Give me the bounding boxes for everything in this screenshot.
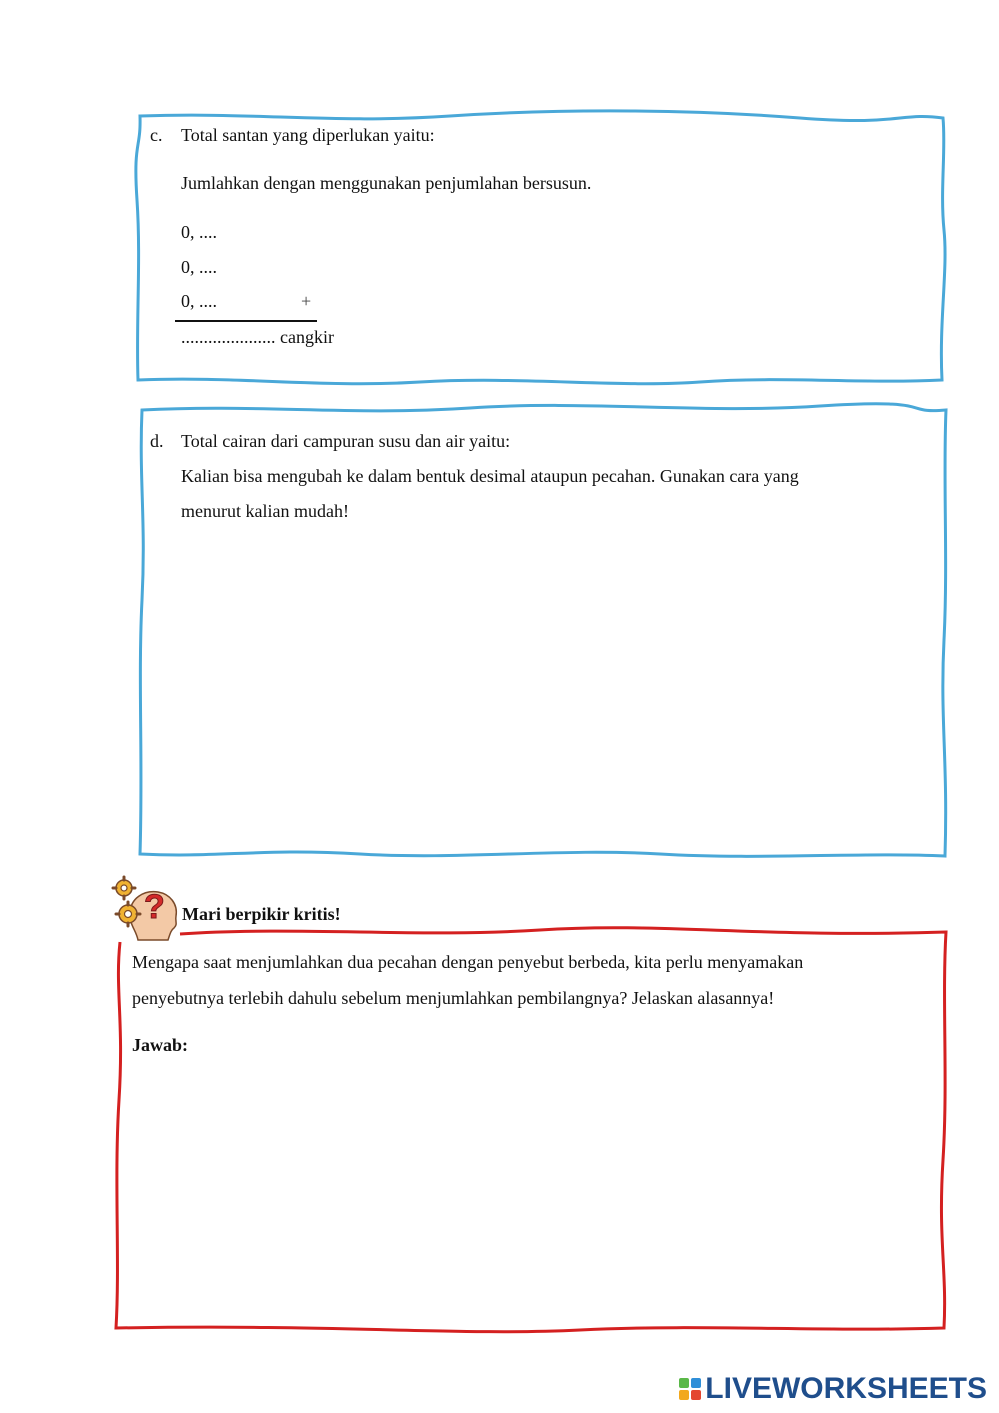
critical-question-line1: Mengapa saat menjumlahkan dua pecahan dengan penyebut berbeda, kita perlu menyamakan (132, 952, 804, 972)
section-c-title: Total santan yang diperlukan yaitu: (181, 125, 435, 145)
answer-area[interactable] (132, 1070, 922, 1310)
section-d-letter: d. (150, 431, 164, 451)
section-d-line2: menurut kalian mudah! (181, 501, 349, 521)
sum-line (175, 320, 317, 322)
svg-text:?: ? (144, 888, 165, 926)
section-c-letter: c. (150, 125, 163, 145)
plus-sign: + (301, 291, 312, 311)
addend-row: 0, .... (181, 222, 217, 242)
section-d-line1: Kalian bisa mengubah ke dalam bentuk desimal ataupun pecahan. Gunakan cara yang (181, 466, 799, 486)
addend-row: 0, .... (181, 291, 217, 311)
sum-result: ..................... cangkir (181, 327, 334, 347)
liveworksheets-logo-icon (679, 1378, 701, 1400)
brand-name: LIVEWORKSHEETS (705, 1372, 987, 1405)
critical-heading: Mari berpikir kritis! (182, 904, 341, 924)
addend-row: 0, .... (181, 257, 217, 277)
section-c-instruction: Jumlahkan dengan menggunakan penjumlahan bersusun. (181, 173, 592, 193)
thinking-head-gears-icon (108, 874, 180, 942)
liveworksheets-brand[interactable] (679, 1372, 987, 1406)
section-d-title: Total cairan dari campuran susu dan air yaitu: (181, 431, 511, 451)
critical-question-line2: penyebutnya terlebih dahulu sebelum menjumlahkan pembilangnya? Jelaskan alasannya! (132, 988, 775, 1008)
answer-label: Jawab: (132, 1035, 189, 1055)
